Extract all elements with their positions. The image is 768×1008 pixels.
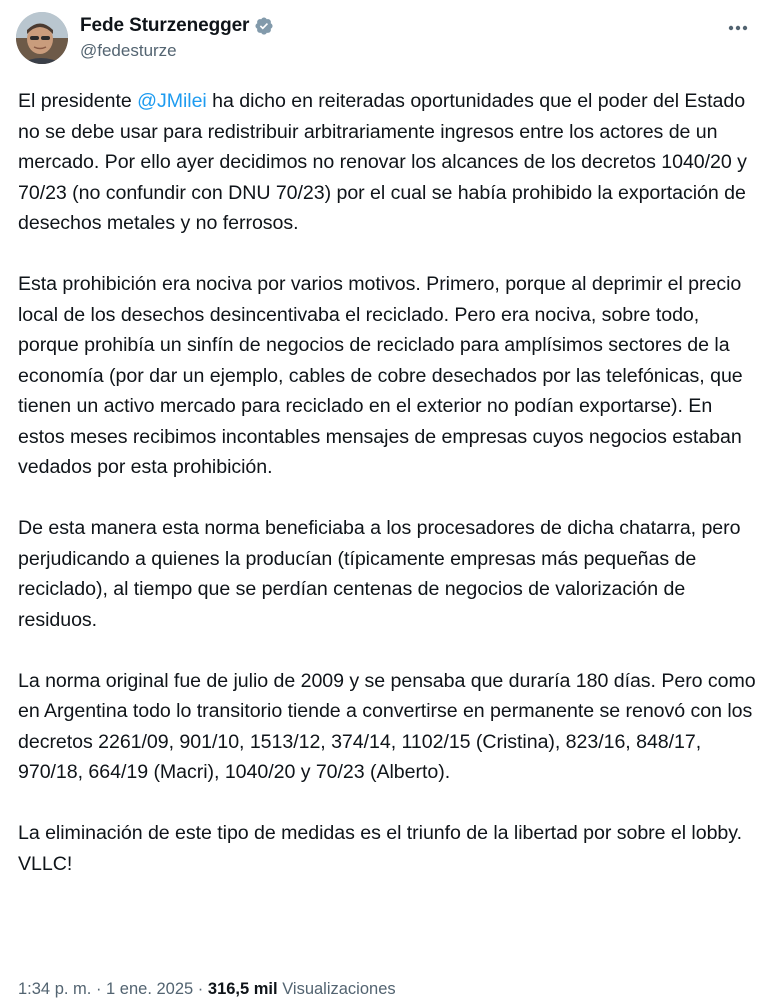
verified-badge-icon[interactable] <box>254 16 274 36</box>
tweet-paragraph-3: De esta manera esta norma beneficiaba a los procesadores de dicha chatarra, pero perjudicando a quienes la producían (típicamente empresas más pequeñas de reciclado), al tiempo que se perdían centenas de negocios de valorización de residuos. <box>18 517 741 631</box>
text-segment: El presidente <box>18 90 138 112</box>
views-count: 316,5 mil <box>207 980 278 998</box>
text-segment: ha dicho en reiteradas oportunidades que el poder del Estado no se debe usar para redistribuir arbitrariamente ingresos entre los actores de un mercado. Por ello ayer decidimos no renovar los alcances de los decretos 1040/20 y 70/23 (no confundir con DNU 70/23) por el cual se había prohibido la exportación de desechos metales y no ferrosos. <box>18 90 747 234</box>
tweet-text <box>18 86 758 910</box>
author-display-name[interactable]: Fede Sturzenegger <box>80 15 250 36</box>
tweet-header <box>16 12 752 64</box>
avatar-photo-icon <box>16 12 68 64</box>
mention-link[interactable]: @JMilei <box>137 90 207 112</box>
tweet-paragraph-1 <box>18 86 758 239</box>
separator: · <box>91 980 107 998</box>
author-names <box>80 14 274 61</box>
post-date[interactable]: 1 ene. 2025 <box>106 980 194 998</box>
tweet-paragraph-4: La norma original fue de julio de 2009 y se pensaba que duraría 180 días. Pero como en Argentina todo lo transitorio tiende a convertirse en permanente se renovó con los decretos 2261/09, 901/10, 1513/12, 374/14, 1102/15 (Cristina), 823/16, 848/17, 970/18, 664/19 (Macri), 1040/20 y 70/23 (Alberto). <box>18 669 756 783</box>
post-time[interactable]: 1:34 p. m. <box>18 980 92 998</box>
display-name-row <box>80 14 274 38</box>
more-options-icon[interactable] <box>724 18 752 38</box>
separator: · <box>193 980 208 998</box>
tweet-paragraph-5: La eliminación de este tipo de medidas es el triunfo de la libertad por sobre el lobby. VLLC! <box>18 822 742 875</box>
author-handle[interactable]: @fedesturze <box>80 41 177 60</box>
views-label: Visualizaciones <box>277 980 396 998</box>
tweet-metadata <box>18 980 396 999</box>
avatar[interactable] <box>16 12 68 64</box>
tweet-paragraph-2: Esta prohibición era nociva por varios motivos. Primero, porque al deprimir el precio local de los desechos desincentivaba el reciclado. Pero era nociva, sobre todo, porque prohibía un sinfín de negocios de reciclado para amplísimos sectores de la economía (por dar un ejemplo, cables de cobre desechados por las telefónicas, que tienen un activo mercado para reciclado en el exterior no podían exportarse). En estos meses recibimos incontables mensajes de empresas cuyos negocios estaban vedados por esta prohibición. <box>18 273 743 478</box>
